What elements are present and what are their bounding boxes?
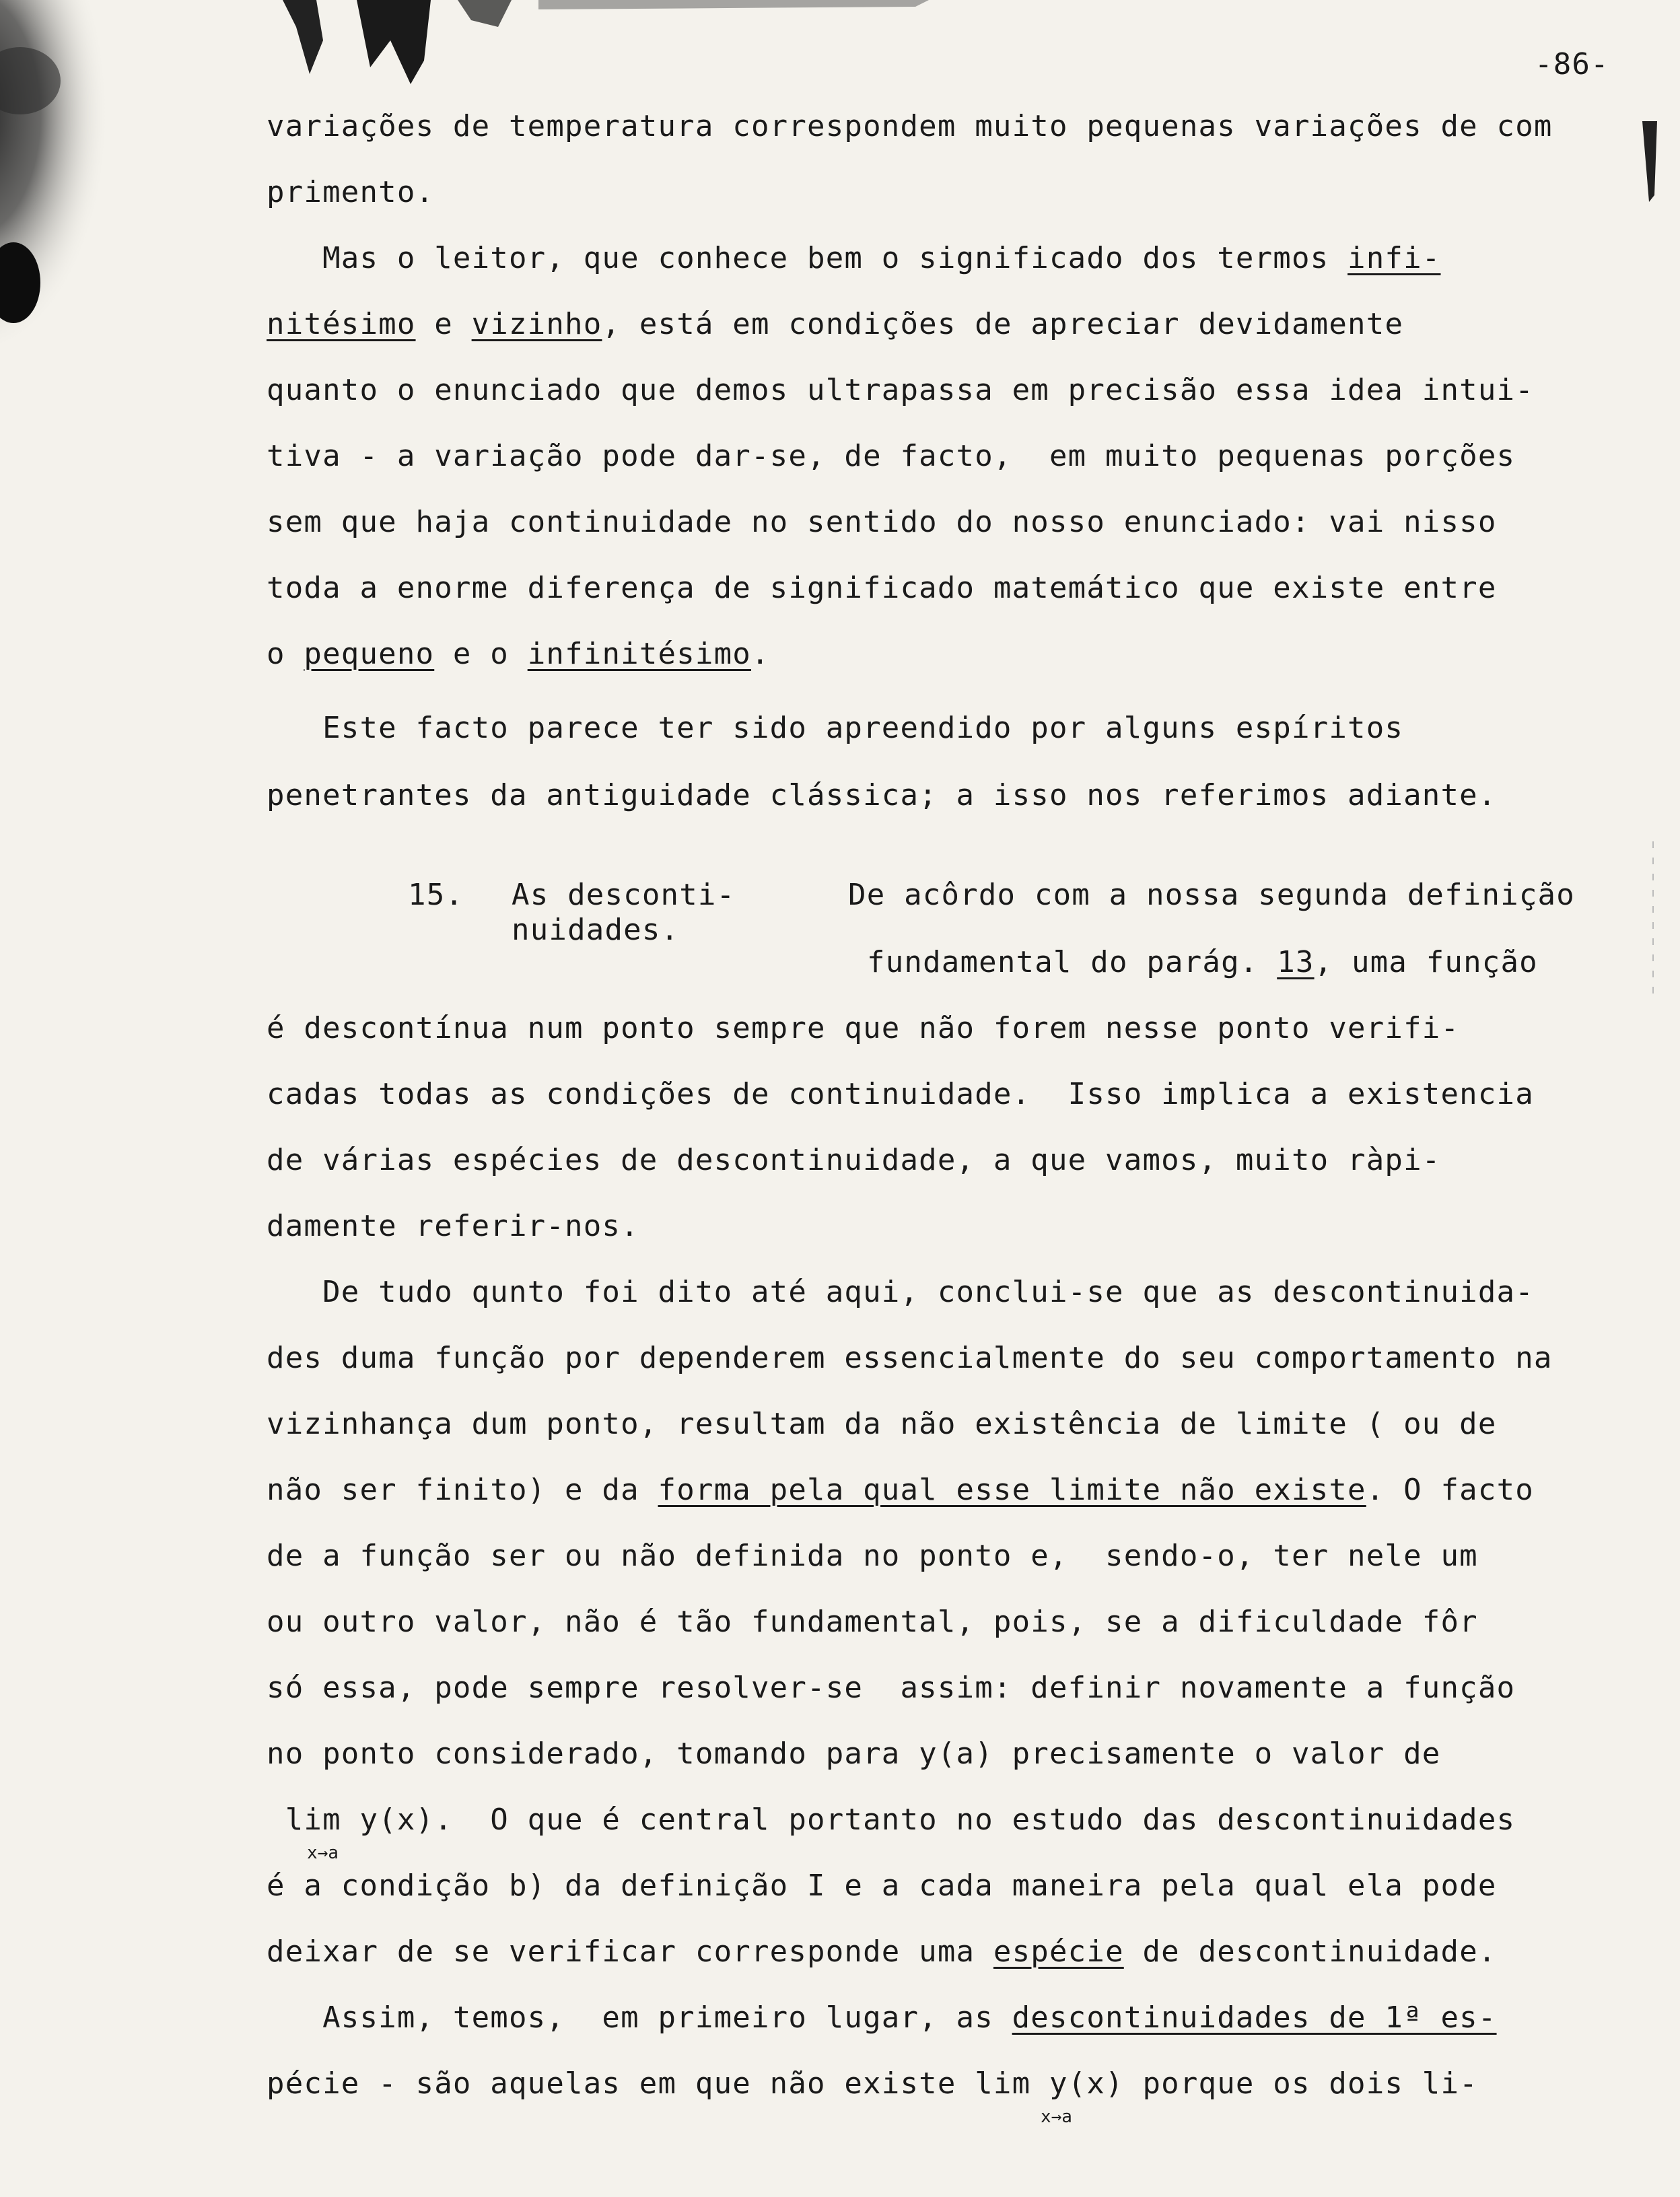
underlined-term: vizinho <box>471 307 602 341</box>
text-line: Este facto parece ter sido apreendido por alguns espíritos <box>267 711 1404 745</box>
text-line: só essa, pode sempre resolver-se assim: definir novamente a função <box>267 1671 1516 1705</box>
text-line: de a função ser ou não definida no ponto e, sendo-o, ter nele um <box>267 1539 1478 1573</box>
underlined-term: nitésimo <box>267 307 416 341</box>
underlined-phrase: forma pela qual esse limite não existe <box>658 1473 1366 1507</box>
text-line: é a condição b) da definição I e a cada maneira pela qual ela pode <box>267 1869 1497 1903</box>
paragraph-reference: 13 <box>1277 945 1315 979</box>
text-line: De acôrdo com a nossa segunda definição <box>848 878 1575 912</box>
underlined-term: espécie <box>993 1934 1124 1969</box>
underlined-phrase: descontinuidades de 1ª es- <box>1012 2000 1497 2035</box>
text-line: de várias espécies de descontinuidade, a que vamos, muito ràpi- <box>267 1143 1441 1177</box>
scan-top-edge-artifact <box>256 0 996 88</box>
page-number: -86- <box>1535 47 1609 81</box>
underlined-term: infi- <box>1348 241 1441 275</box>
text-line: quanto o enunciado que demos ultrapassa em precisão essa idea intui- <box>267 373 1534 407</box>
underlined-term: infinitésimo <box>527 637 751 671</box>
text-line: penetrantes da antiguidade clássica; a isso nos referimos adiante. <box>267 778 1497 812</box>
text-line: vizinhança dum ponto, resultam da não existência de limite ( ou de <box>267 1407 1497 1441</box>
text-line: tiva - a variação pode dar-se, de facto, em muito pequenas porções <box>267 439 1516 473</box>
section-title: nuidades. <box>512 913 680 947</box>
text-line: deixar de se verificar corresponde uma espécie de descontinuidade. <box>267 1934 1497 1969</box>
text-line: ou outro valor, não é tão fundamental, pois, se a dificuldade fôr <box>267 1605 1478 1639</box>
text-line: De tudo qunto foi dito até aqui, conclui-se que as descontinuida- <box>267 1275 1534 1309</box>
text-line: sem que haja continuidade no sentido do nosso enunciado: vai nisso <box>267 505 1497 539</box>
text-line: primento. <box>267 175 435 209</box>
text-line: fundamental do parág. 13, uma função <box>867 945 1538 979</box>
text-line: pécie - são aquelas em que não existe lim y(x) porque os dois li- <box>267 2066 1478 2101</box>
text-line: cadas todas as condições de continuidade. Isso implica a existencia <box>267 1077 1534 1111</box>
text-line: Mas o leitor, que conhece bem o significado dos termos infi- <box>267 241 1441 275</box>
text-line: nitésimo e vizinho, está em condições de apreciar devidamente <box>267 307 1404 341</box>
scan-shadow-artifact <box>0 0 202 471</box>
text-line: no ponto considerado, tomando para y(a) precisamente o valor de <box>267 1737 1441 1771</box>
limit-subscript: x→a <box>1041 2107 1072 2127</box>
scan-right-edge-artifact <box>1622 81 1680 1023</box>
limit-subscript: x→a <box>307 1843 339 1863</box>
text-line: des duma função por dependerem essencialmente do seu comportamento na <box>267 1341 1553 1375</box>
text-line: o pequeno e o infinitésimo. <box>267 637 770 671</box>
text-line: Assim, temos, em primeiro lugar, as descontinuidades de 1ª es- <box>267 2000 1497 2035</box>
text-line: não ser finito) e da forma pela qual esse limite não existe. O facto <box>267 1473 1534 1507</box>
section-number: 15. <box>408 878 464 912</box>
section-title: As desconti- <box>512 878 736 912</box>
text-line: lim y(x). O que é central portanto no estudo das descontinuidades <box>267 1803 1516 1837</box>
underlined-term: pequeno <box>304 637 435 671</box>
text-line: é descontínua num ponto sempre que não forem nesse ponto verifi- <box>267 1011 1460 1045</box>
text-line: damente referir-nos. <box>267 1209 639 1243</box>
text-line: variações de temperatura correspondem muito pequenas variações de com <box>267 109 1553 143</box>
text-line: toda a enorme diferença de significado matemático que existe entre <box>267 571 1497 605</box>
